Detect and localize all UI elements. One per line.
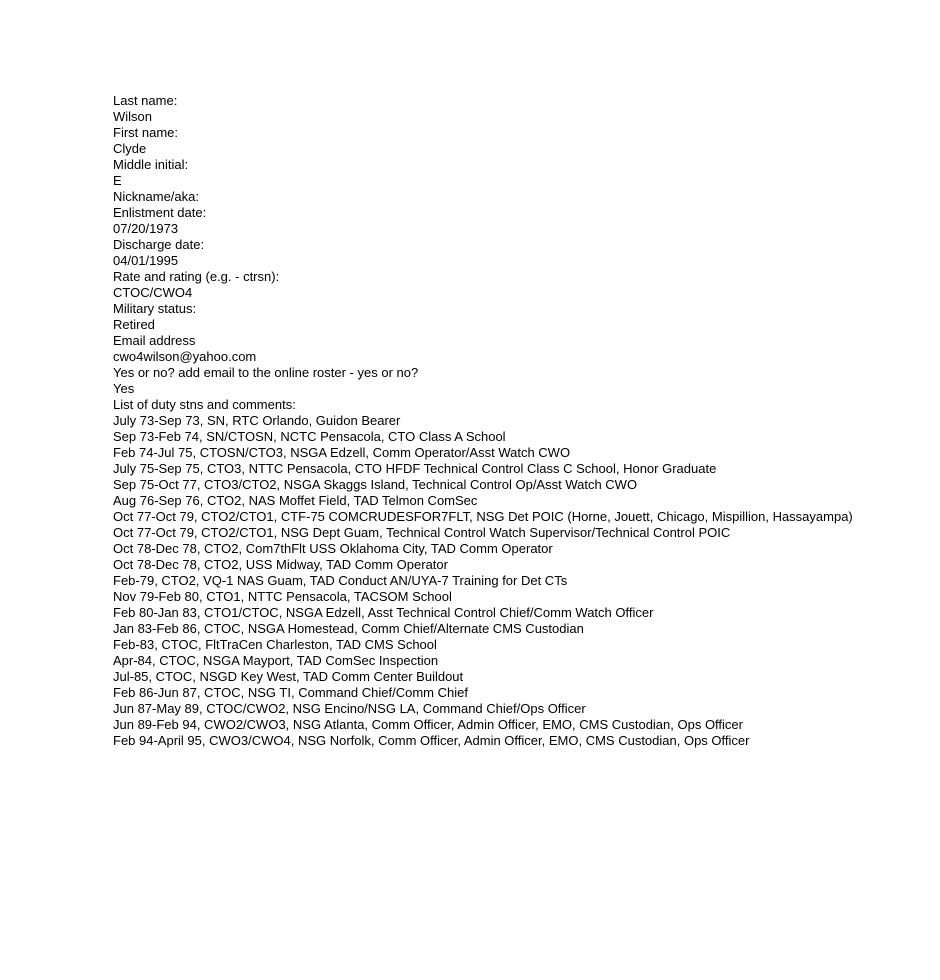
duty-station-line: Jul-85, CTOC, NSGD Key West, TAD Comm Center Buildout xyxy=(113,669,464,684)
field-value: Clyde xyxy=(113,141,147,156)
field-label: First name: xyxy=(113,125,179,140)
field-label: Nickname/aka: xyxy=(113,189,199,204)
duty-station-line: Feb 94-April 95, CWO3/CWO4, NSG Norfolk, Comm Officer, Admin Officer, EMO, CMS Custodian, Ops Officer xyxy=(113,733,750,748)
duty-station-line: Feb 86-Jun 87, CTOC, NSG TI, Command Chief/Comm Chief xyxy=(113,685,468,700)
field-value: Yes xyxy=(113,381,135,396)
personnel-record-text xyxy=(113,93,913,749)
field-value: 07/20/1973 xyxy=(113,221,179,236)
duty-station-line: Oct 78-Dec 78, CTO2, Com7thFlt USS Oklahoma City, TAD Comm Operator xyxy=(113,541,553,556)
field-label: Email address xyxy=(113,333,196,348)
duty-station-line: Jan 83-Feb 86, CTOC, NSGA Homestead, Comm Chief/Alternate CMS Custodian xyxy=(113,621,584,636)
duty-station-line: Aug 76-Sep 76, CTO2, NAS Moffet Field, TAD Telmon ComSec xyxy=(113,493,478,508)
field-label: Enlistment date: xyxy=(113,205,207,220)
field-value: cwo4wilson@yahoo.com xyxy=(113,349,257,364)
duty-station-line: July 75-Sep 75, CTO3, NTTC Pensacola, CTO HFDF Technical Control Class C School, Honor Graduate xyxy=(113,461,717,476)
field-label: Middle initial: xyxy=(113,157,189,172)
field-value: Retired xyxy=(113,317,155,332)
field-value: 04/01/1995 xyxy=(113,253,179,268)
duty-station-line: July 73-Sep 73, SN, RTC Orlando, Guidon Bearer xyxy=(113,413,401,428)
duty-station-line: Feb 74-Jul 75, CTOSN/CTO3, NSGA Edzell, Comm Operator/Asst Watch CWO xyxy=(113,445,571,460)
field-label: Last name: xyxy=(113,93,178,108)
field-value: CTOC/CWO4 xyxy=(113,285,193,300)
field-label: Yes or no? add email to the online roster - yes or no? xyxy=(113,365,419,380)
field-value: E xyxy=(113,173,122,188)
duty-station-line: Nov 79-Feb 80, CTO1, NTTC Pensacola, TACSOM School xyxy=(113,589,452,604)
duty-station-line: Sep 73-Feb 74, SN/CTOSN, NCTC Pensacola, CTO Class A School xyxy=(113,429,506,444)
field-label: Discharge date: xyxy=(113,237,205,252)
field-label: Rate and rating (e.g. - ctrsn): xyxy=(113,269,280,284)
duty-list-header: List of duty stns and comments: xyxy=(113,397,296,412)
duty-station-line: Feb 80-Jan 83, CTO1/CTOC, NSGA Edzell, Asst Technical Control Chief/Comm Watch Officer xyxy=(113,605,654,620)
duty-station-line: Feb-79, CTO2, VQ-1 NAS Guam, TAD Conduct AN/UYA-7 Training for Det CTs xyxy=(113,573,568,588)
duty-station-line: Apr-84, CTOC, NSGA Mayport, TAD ComSec Inspection xyxy=(113,653,439,668)
duty-station-line: Feb-83, CTOC, FltTraCen Charleston, TAD CMS School xyxy=(113,637,437,652)
duty-station-line: Oct 77-Oct 79, CTO2/CTO1, CTF-75 COMCRUDESFOR7FLT, NSG Det POIC (Horne, Jouett, Chicago, Mispillion, Hassayampa) xyxy=(113,509,853,524)
duty-station-line: Jun 87-May 89, CTOC/CWO2, NSG Encino/NSG LA, Command Chief/Ops Officer xyxy=(113,701,586,716)
duty-station-line: Oct 77-Oct 79, CTO2/CTO1, NSG Dept Guam, Technical Control Watch Supervisor/Technical Control POIC xyxy=(113,525,731,540)
duty-station-line: Oct 78-Dec 78, CTO2, USS Midway, TAD Comm Operator xyxy=(113,557,448,572)
field-value: Wilson xyxy=(113,109,153,124)
duty-station-line: Sep 75-Oct 77, CTO3/CTO2, NSGA Skaggs Island, Technical Control Op/Asst Watch CWO xyxy=(113,477,638,492)
duty-station-line: Jun 89-Feb 94, CWO2/CWO3, NSG Atlanta, Comm Officer, Admin Officer, EMO, CMS Custodian, Ops Officer xyxy=(113,717,743,732)
field-label: Military status: xyxy=(113,301,197,316)
